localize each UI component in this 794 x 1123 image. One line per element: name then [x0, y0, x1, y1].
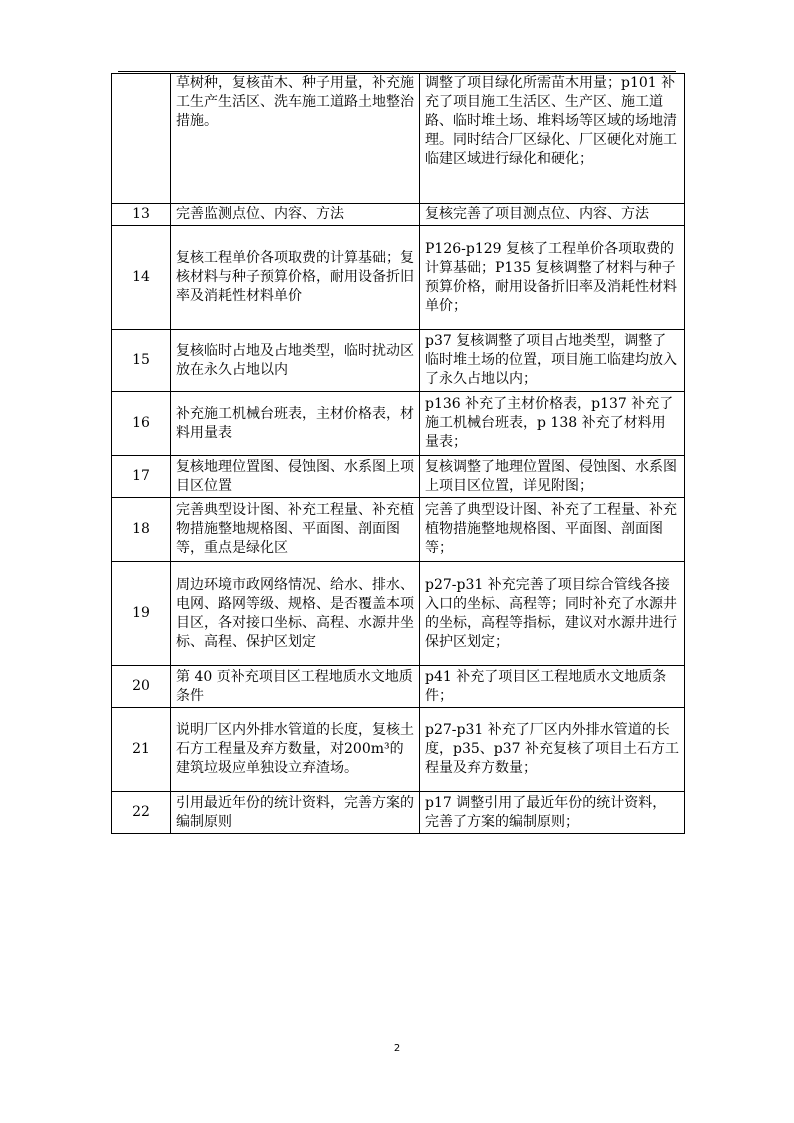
review-comment: 补充施工机械台班表，主材价格表，材料用量表	[171, 392, 420, 456]
review-comment: 第 40 页补充项目区工程地质水文地质条件	[171, 666, 420, 708]
table-row	[112, 666, 685, 708]
revision-response: p27-p31 补充完善了项目综合管线各接入口的坐标、高程等；同时补充了水源井的坐标，高程等指标，建议对水源井进行保护区划定；	[420, 562, 685, 666]
table-row	[112, 330, 685, 392]
row-number: 22	[112, 792, 171, 834]
table-row	[112, 562, 685, 666]
row-number: 18	[112, 498, 171, 562]
review-comment: 复核地理位置图、侵蚀图、水系图上项目区位置	[171, 456, 420, 498]
revision-response: 复核完善了项目测点位、内容、方法	[420, 204, 685, 226]
review-comment: 周边环境市政网络情况、给水、排水、电网、路网等级、规格、是否覆盖本项目区，各对接口坐标、高程、水源井坐标、高程、保护区划定	[171, 562, 420, 666]
table-row	[112, 498, 685, 562]
row-number: 20	[112, 666, 171, 708]
review-comment: 草树种，复核苗木、种子用量，补充施工生产生活区、洗车施工道路土地整治措施。	[171, 74, 420, 204]
revision-response: 完善了典型设计图、补充了工程量、补充植物措施整地规格图、平面图、剖面图等；	[420, 498, 685, 562]
revision-response: p37 复核调整了项目占地类型，调整了临时堆土场的位置，项目施工临建均放入了永久占地以内；	[420, 330, 685, 392]
table-row	[112, 708, 685, 792]
row-number: 21	[112, 708, 171, 792]
header-rule	[118, 71, 676, 72]
revision-response: P126-p129 复核了工程单价各项取费的计算基础；P135 复核调整了材料与种子预算价格，耐用设备折旧率及消耗性材料单价；	[420, 226, 685, 330]
review-comment: 复核临时占地及占地类型，临时扰动区放在永久占地以内	[171, 330, 420, 392]
table-row	[112, 74, 685, 204]
review-comment: 完善典型设计图、补充工程量、补充植物措施整地规格图、平面图、剖面图等，重点是绿化区	[171, 498, 420, 562]
review-comment: 完善监测点位、内容、方法	[171, 204, 420, 226]
revision-response: p27-p31 补充了厂区内外排水管道的长度，p35、p37 补充复核了项目土石方工程量及弃方数量；	[420, 708, 685, 792]
row-number: 15	[112, 330, 171, 392]
row-number: 16	[112, 392, 171, 456]
row-number: 13	[112, 204, 171, 226]
page-number: 2	[393, 1043, 401, 1054]
row-number	[112, 74, 171, 204]
table-row	[112, 792, 685, 834]
table-row	[112, 392, 685, 456]
review-comment: 引用最近年份的统计资料，完善方案的编制原则	[171, 792, 420, 834]
row-number: 19	[112, 562, 171, 666]
row-number: 14	[112, 226, 171, 330]
review-response-table	[111, 73, 685, 834]
review-comment: 复核工程单价各项取费的计算基础；复核材料与种子预算价格，耐用设备折旧率及消耗性材料单价	[171, 226, 420, 330]
row-number: 17	[112, 456, 171, 498]
revision-response: p17 调整引用了最近年份的统计资料，完善了方案的编制原则；	[420, 792, 685, 834]
revision-response: p136 补充了主材价格表，p137 补充了施工机械台班表，p 138 补充了材料用量表；	[420, 392, 685, 456]
table-row	[112, 204, 685, 226]
revision-response: 调整了项目绿化所需苗木用量；p101 补充了项目施工生活区、生产区、施工道路、临时堆土场、堆料场等区域的场地清理。同时结合厂区绿化、厂区硬化对施工临建区域进行绿化和硬化；	[420, 74, 685, 204]
revision-response: 复核调整了地理位置图、侵蚀图、水系图上项目区位置，详见附图；	[420, 456, 685, 498]
review-comment: 说明厂区内外排水管道的长度，复核土石方工程量及弃方数量，对200m³的建筑垃圾应单独设立弃渣场。	[171, 708, 420, 792]
revision-response: p41 补充了项目区工程地质水文地质条件；	[420, 666, 685, 708]
table-row	[112, 456, 685, 498]
table-row	[112, 226, 685, 330]
